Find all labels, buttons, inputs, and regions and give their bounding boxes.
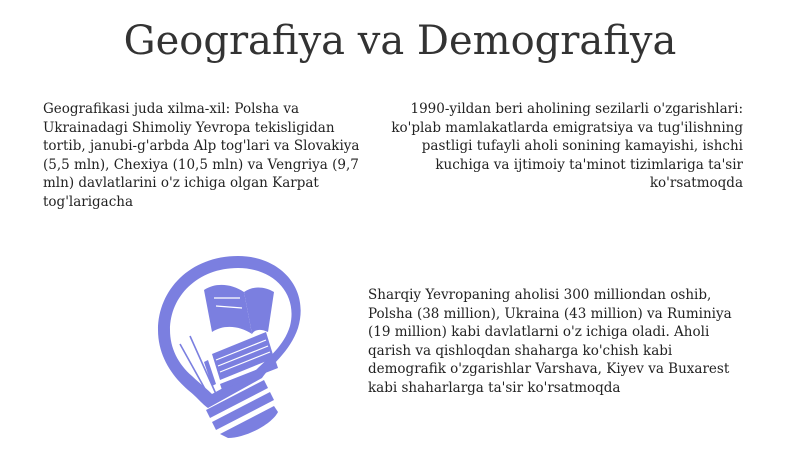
slide-title: Geografiya va Demografiya <box>123 18 677 64</box>
lightbulb-book-icon <box>150 248 320 438</box>
population-paragraph: Sharqiy Yevropaning aholisi 300 milliondan oshib, Polsha (38 million), Ukraina (43 million) va Ruminiya (19 million) kabi davlatlarni o'z ichiga oladi. Aholi qarish va qishloqdan shaharga ko'chish kabi demografik o'zgarishlar Varshava, Kiyev va Buxarest kabi shaharlarga ta'sir ko'rsatmoqda <box>368 287 732 396</box>
population-changes-paragraph: 1990-yildan beri aholining sezilarli o'zgarishlari: ko'plab mamlakatlarda emigratsiya va tug'ilishning pastligi tufayli aholi sonining kamayishi, ishchi kuchiga va ijtimoiy ta'minot tizimlariga ta'sir ko'rsatmoqda <box>391 101 743 192</box>
geography-paragraph: Geografikasi juda xilma-xil: Polsha va Ukrainadagi Shimoliy Yevropa tekisligidan tortib, janubi-g'arbda Alp tog'lari va Slovakiya (5,5 mln), Chexiya (10,5 mln) va Vengriya (9,7 mln) davlatlarini o'z ichiga olgan Karpat tog'larigacha <box>43 101 360 210</box>
